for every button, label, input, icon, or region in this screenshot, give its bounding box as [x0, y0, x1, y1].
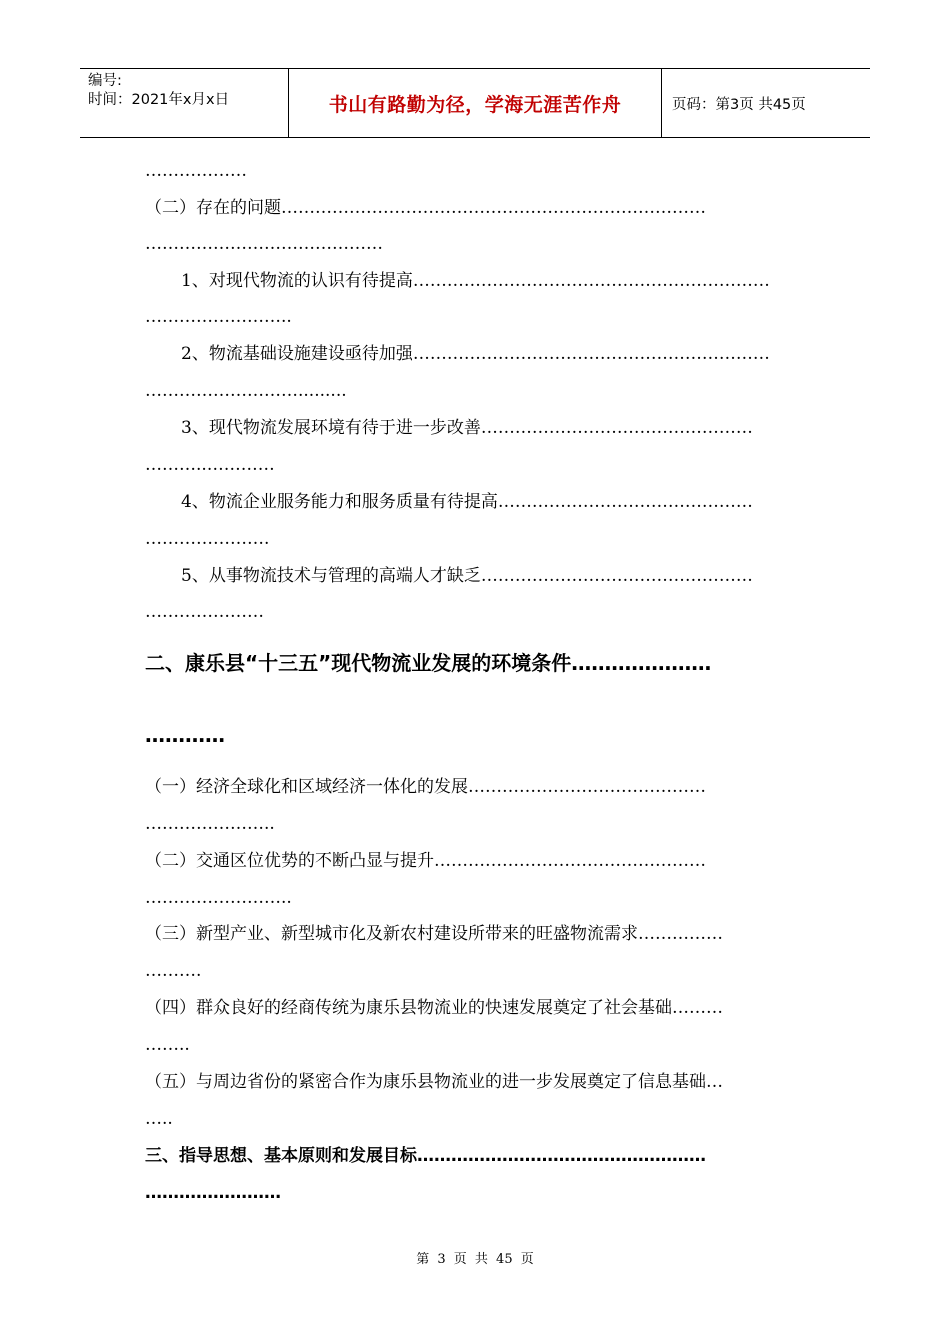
doc-number-label: 编号:: [88, 73, 122, 89]
toc-entry: （一）经济全球化和区域经济一体化的发展……………………………………: [145, 777, 706, 797]
toc-continuation: ……………………………………: [145, 234, 383, 254]
page-footer: 第 3 页 共 45 页: [416, 1252, 534, 1267]
toc-continuation: ……………………….........: [145, 381, 347, 401]
toc-continuation: ……..: [145, 1035, 190, 1055]
toc-entry: 5、从事物流技术与管理的高端人才缺乏…………………………………………: [181, 566, 753, 586]
toc-entry: （二）存在的问题…………………………………………………………………: [145, 198, 706, 218]
toc-entry: （四）群众良好的经商传统为康乐县物流业的快速发展奠定了社会基础………: [145, 998, 723, 1018]
toc-entry: 4、物流企业服务能力和服务质量有待提高………………………………………: [181, 492, 753, 512]
toc-chapter-heading: 三、指导思想、基本原则和发展目标……………………………………………: [145, 1146, 706, 1166]
toc-entry: 3、现代物流发展环境有待于进一步改善…………………………………………: [181, 418, 753, 438]
toc-continuation: ………………: [145, 161, 247, 181]
toc-entry: 1、对现代物流的认识有待提高………………………………………………………: [181, 271, 770, 291]
toc-continuation: ……………………..: [145, 307, 292, 327]
header-meta: [80, 69, 289, 137]
toc-continuation: ………………….: [145, 529, 270, 549]
toc-entry: （五）与周边省份的紧密合作为康乐县物流业的进一步发展奠定了信息基础…: [145, 1072, 723, 1092]
toc-entry: （三）新型产业、新型城市化及新农村建设所带来的旺盛物流需求……………: [145, 924, 723, 944]
toc-continuation: …………………: [145, 602, 264, 622]
header-table: [80, 68, 870, 138]
toc-chapter-heading: 二、康乐县“十三五”现代物流业发展的环境条件…………………: [145, 651, 712, 675]
toc-continuation: ……….: [145, 961, 202, 981]
toc-entry: （二）交通区位优势的不断凸显与提升…………………………………………: [145, 851, 706, 871]
toc-continuation: …………: [145, 723, 225, 747]
toc-continuation: …..: [145, 1109, 173, 1129]
header-page-info: 页码：第3页 共45页: [672, 96, 806, 113]
toc-continuation: …………………..: [145, 814, 275, 834]
doc-time-label: 时间：2021年x月x日: [88, 92, 230, 108]
toc-continuation: ………..…………: [145, 455, 275, 475]
toc-entry: 2、物流基础设施建设亟待加强………………………………………………………: [181, 344, 770, 364]
toc-continuation: ……………………: [145, 1183, 281, 1203]
header-motto: 书山有路勤为径，学海无涯苦作舟: [289, 69, 662, 137]
toc-continuation: ……………………..: [145, 888, 292, 908]
